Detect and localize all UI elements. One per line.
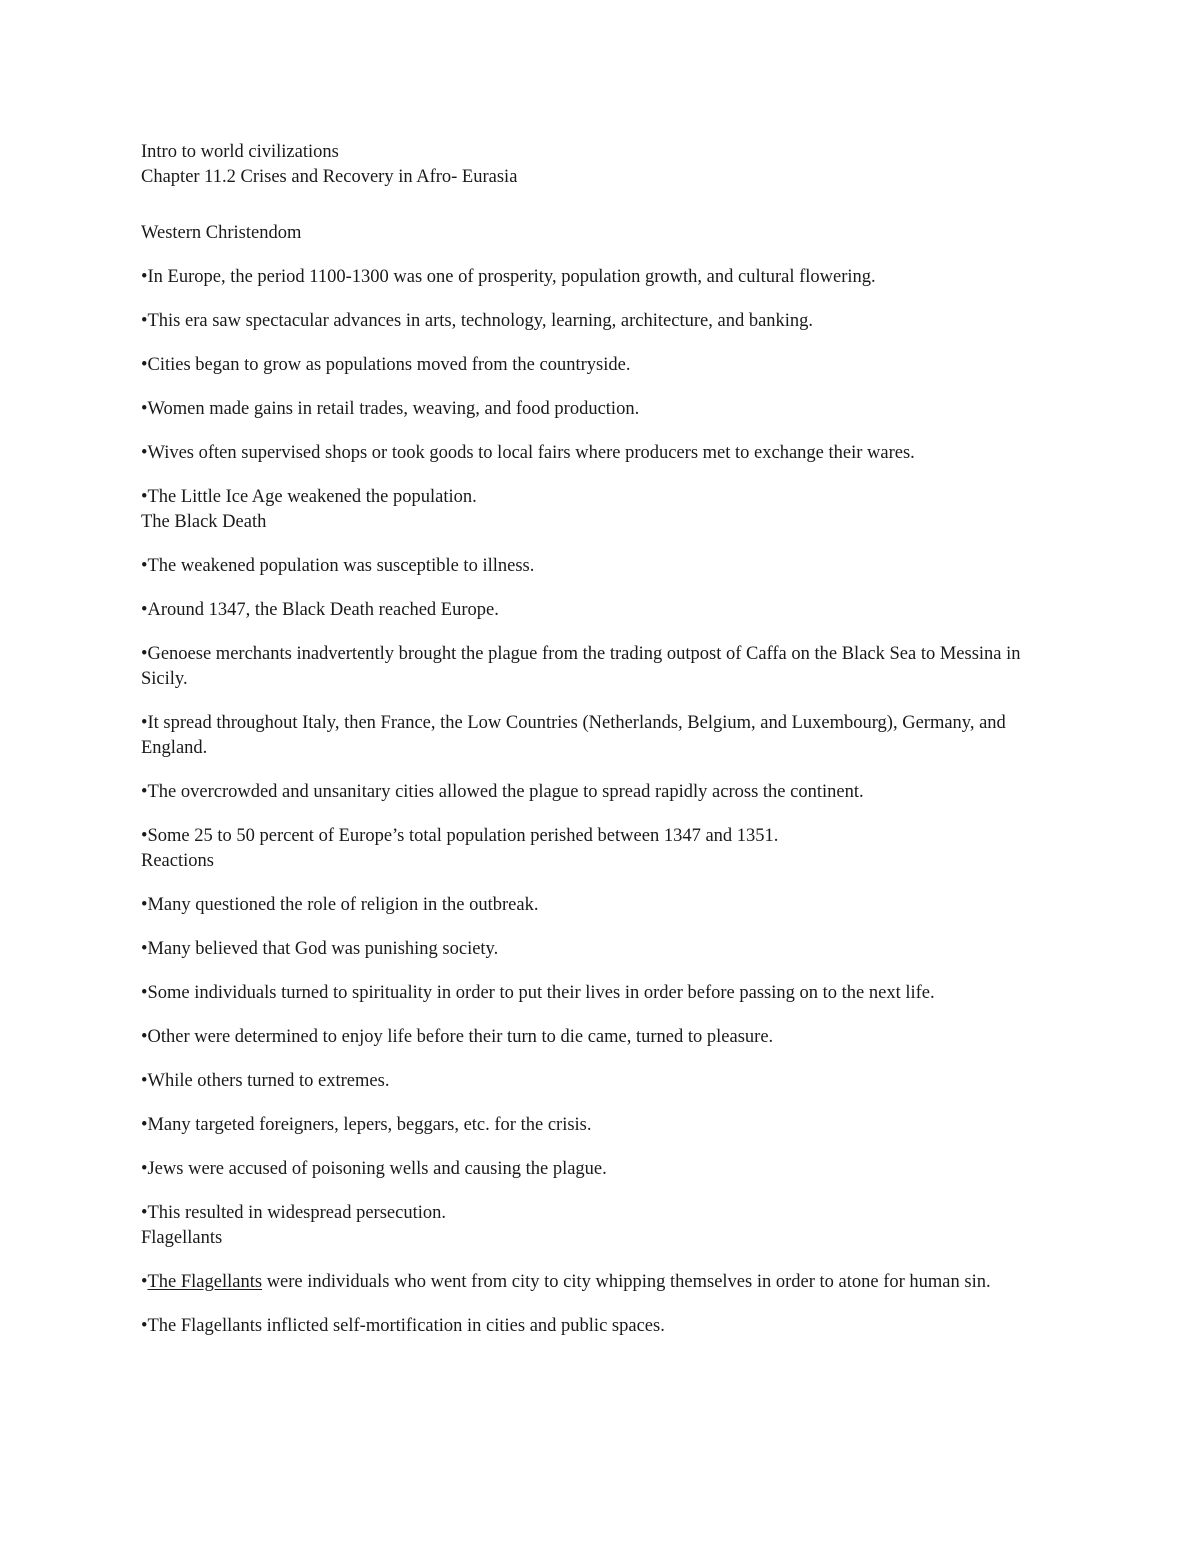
- bullet-item: •The Flagellants inflicted self-mortification in cities and public spaces.: [141, 1316, 665, 1336]
- bullet-item: •This era saw spectacular advances in arts, technology, learning, architecture, and banking.: [141, 311, 814, 331]
- section-title-reactions: Reactions: [141, 851, 214, 871]
- bullet-item: •It spread throughout Italy, then France, the Low Countries (Netherlands, Belgium, and Luxembourg), Germany, and England.: [141, 713, 1006, 758]
- bullet-item: •Genoese merchants inadvertently brought the plague from the trading outpost of Caffa on the Black Sea to Messina in Sicily.: [141, 644, 1021, 689]
- bullet-item: •While others turned to extremes.: [141, 1071, 390, 1091]
- document-page: [141, 140, 1061, 1339]
- chapter-title: Chapter 11.2 Crises and Recovery in Afro- Eurasia: [141, 167, 518, 187]
- bullet-item: •The weakened population was susceptible to illness.: [141, 556, 535, 576]
- section-title-black-death: The Black Death: [141, 512, 267, 532]
- bullet-item: •The Flagellants were individuals who went from city to city whipping themselves in order to atone for human sin.: [141, 1272, 991, 1292]
- bullet-item: •Many targeted foreigners, lepers, beggars, etc. for the crisis.: [141, 1115, 592, 1135]
- bullet-item: •Women made gains in retail trades, weaving, and food production.: [141, 399, 640, 419]
- bullet-item: •Some 25 to 50 percent of Europe’s total population perished between 1347 and 1351.: [141, 826, 779, 846]
- section-title-flagellants: Flagellants: [141, 1228, 223, 1248]
- bullet-item: •Many believed that God was punishing society.: [141, 939, 499, 959]
- bullet-item: •Cities began to grow as populations moved from the countryside.: [141, 355, 631, 375]
- bullet-item: •Wives often supervised shops or took goods to local fairs where producers met to exchange their wares.: [141, 443, 915, 463]
- bullet-item: •Other were determined to enjoy life before their turn to die came, turned to pleasure.: [141, 1027, 774, 1047]
- bullet-item: •Many questioned the role of religion in the outbreak.: [141, 895, 539, 915]
- bullet-item: •The overcrowded and unsanitary cities allowed the plague to spread rapidly across the continent.: [141, 782, 864, 802]
- bullet-item: •Some individuals turned to spirituality in order to put their lives in order before passing on to the next life.: [141, 983, 935, 1003]
- bullet-item: •In Europe, the period 1100-1300 was one of prosperity, population growth, and cultural flowering.: [141, 267, 876, 287]
- bullet-item: •Around 1347, the Black Death reached Europe.: [141, 600, 499, 620]
- course-title: Intro to world civilizations: [141, 142, 339, 162]
- underlined-term: The Flagellants: [147, 1272, 263, 1292]
- bullet-item: •The Little Ice Age weakened the population.: [141, 487, 477, 507]
- bullet-item: •Jews were accused of poisoning wells and causing the plague.: [141, 1159, 607, 1179]
- bullet-item: •This resulted in widespread persecution.: [141, 1203, 446, 1223]
- section-title-western-christendom: Western Christendom: [141, 223, 302, 243]
